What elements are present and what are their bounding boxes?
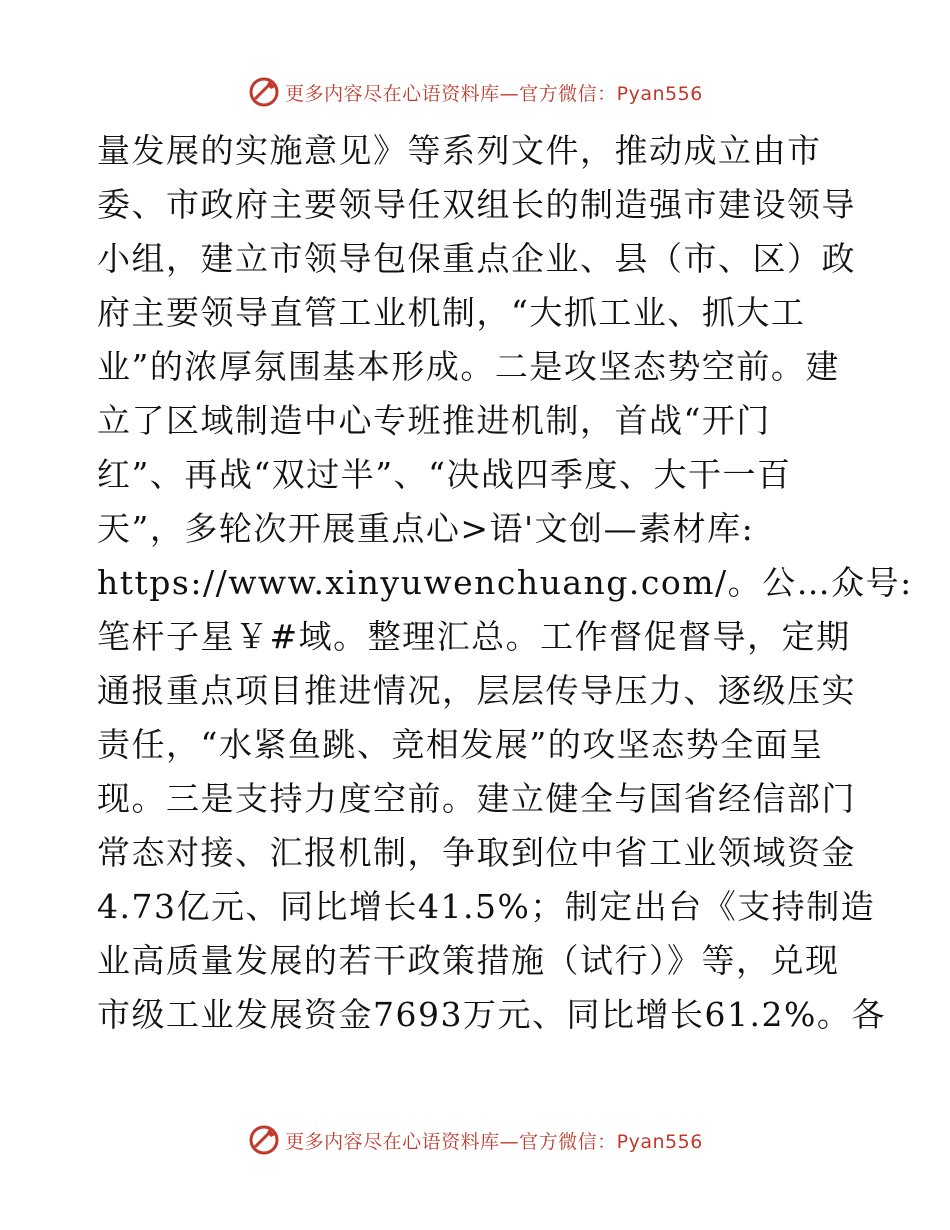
text-line: 小组，建立市领导包保重点企业、县（市、区）政 [97,239,856,278]
text-line: 责任，“水紧鱼跳、竞相发展”的攻坚态势全面呈 [97,725,824,764]
text-line: 量发展的实施意见》等系列文件，推动成立由市 [97,131,822,170]
text-line: 现。三是支持力度空前。建立健全与国省经信部门 [97,779,856,818]
text-line: 天”，多轮次开展重点心>语'文创—素材库: [97,509,755,548]
text-line: 通报重点项目推进情况，层层传导压力、逐级压实 [97,671,856,710]
header-watermark [0,72,950,112]
header-watermark-text: 更多内容尽在心语资料库—官方微信：Pyan556 [285,82,703,105]
footer-watermark [0,1120,950,1160]
brand-logo-icon [247,75,281,109]
text-line: 业高质量发展的若干政策措施（试行）》等，兑现 [97,941,840,980]
text-line: 4.73亿元、同比增长41.5%；制定出台《支持制造 [97,887,876,926]
text-line: 府主要领导直管工业机制，“大抓工业、抓大工 [97,293,806,332]
text-line-url: https://www.xinyuwenchuang.com/。公…众号: [97,563,913,602]
text-line: 业”的浓厚氛围基本形成。二是攻坚态势空前。建 [97,347,840,386]
text-line: 笔杆子星￥#域。整理汇总。工作督促督导，定期 [97,617,851,656]
text-line: 常态对接、汇报机制，争取到位中省工业领域资金 [97,833,856,872]
text-line: 立了区域制造中心专班推进机制，首战“开门 [97,401,771,440]
footer-watermark-text: 更多内容尽在心语资料库—官方微信：Pyan556 [285,1130,703,1153]
document-body [97,124,913,1042]
text-line: 市级工业发展资金7693万元、同比增长61.2%。各 [97,995,886,1034]
text-line: 委、市政府主要领导任双组长的制造强市建设领导 [97,185,856,224]
brand-logo-icon [247,1123,281,1157]
text-line: 红”、再战“双过半”、“决战四季度、大干一百 [97,455,792,494]
